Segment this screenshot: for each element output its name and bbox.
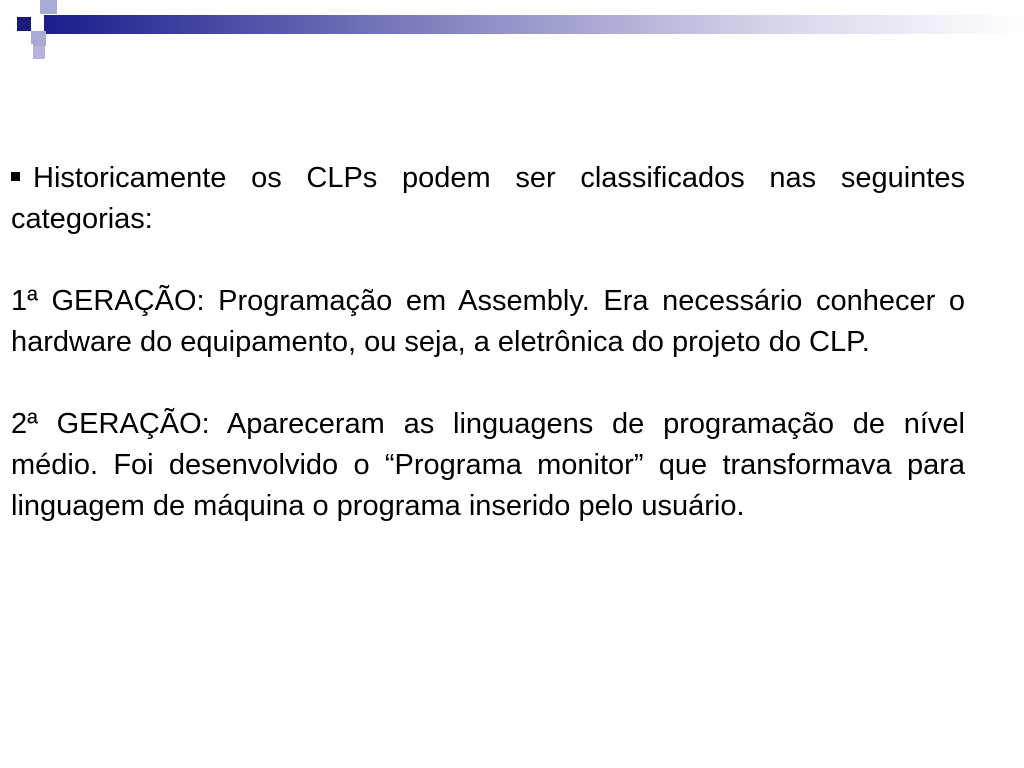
paragraph-text: Historicamente os CLPs podem ser classificados nas seguintes categorias: (11, 162, 965, 235)
bullet-paragraph (11, 158, 965, 240)
paragraph-text: 2ª GERAÇÃO: Apareceram as linguagens de programação de nível médio. Foi desenvolvido o “Programa monitor” que transformava para linguagem de máquina o programa inserido pelo usuário. (11, 408, 965, 522)
generation-1-paragraph (11, 281, 965, 363)
header-square-white (22, 44, 33, 58)
paragraph-text: 1ª GERAÇÃO: Programação em Assembly. Era necessário conhecer o hardware do equipamento, ou seja, a eletrônica do projeto do CLP. (11, 285, 965, 358)
header-square-white (59, 0, 76, 14)
generation-2-paragraph (11, 404, 965, 527)
header-square-light (33, 46, 45, 59)
header-gradient-bar (44, 15, 1024, 34)
bullet-square-icon (11, 172, 20, 181)
header-square-dark (17, 17, 31, 31)
header-square-light (31, 31, 46, 46)
header-square-light (40, 0, 57, 14)
slide-body (11, 158, 965, 568)
